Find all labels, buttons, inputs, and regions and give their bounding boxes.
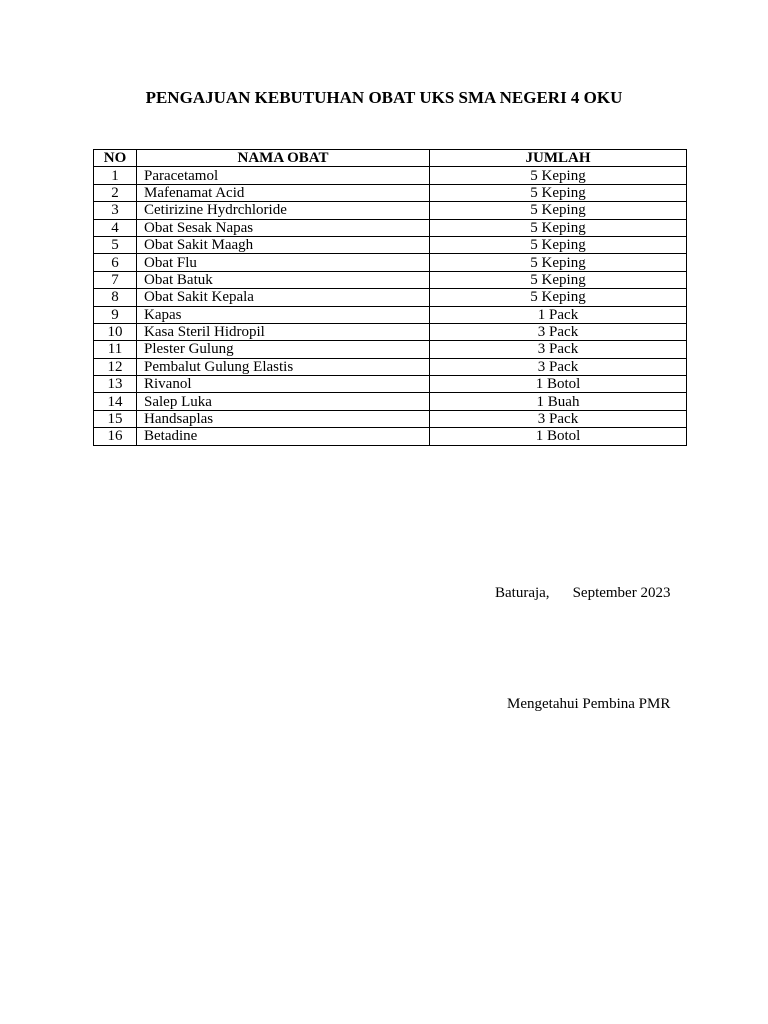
medicine-quantity: 5 Keping bbox=[430, 219, 687, 236]
row-number: 10 bbox=[94, 323, 137, 340]
table-row bbox=[94, 358, 687, 375]
medicine-name: Obat Sakit Maagh bbox=[137, 236, 430, 253]
medicine-name: Handsaplas bbox=[137, 410, 430, 427]
medicine-quantity: 1 Pack bbox=[430, 306, 687, 323]
table-row bbox=[94, 376, 687, 393]
table-row bbox=[94, 289, 687, 306]
medicine-quantity: 3 Pack bbox=[430, 410, 687, 427]
table-header-row bbox=[94, 150, 687, 167]
table-row bbox=[94, 271, 687, 288]
medicine-quantity: 5 Keping bbox=[430, 236, 687, 253]
medicine-table bbox=[93, 149, 687, 446]
medicine-name: Betadine bbox=[137, 428, 430, 445]
acknowledgement-label: Mengetahui Pembina PMR bbox=[507, 696, 671, 712]
row-number: 6 bbox=[94, 254, 137, 271]
row-number: 1 bbox=[94, 167, 137, 184]
table-row bbox=[94, 306, 687, 323]
medicine-quantity: 5 Keping bbox=[430, 167, 687, 184]
row-number: 15 bbox=[94, 410, 137, 427]
medicine-name: Rivanol bbox=[137, 376, 430, 393]
medicine-name: Kasa Steril Hidropil bbox=[137, 323, 430, 340]
medicine-name: Obat Sakit Kepala bbox=[137, 289, 430, 306]
table-row bbox=[94, 254, 687, 271]
table-row bbox=[94, 341, 687, 358]
medicine-quantity: 1 Botol bbox=[430, 376, 687, 393]
row-number: 8 bbox=[94, 289, 137, 306]
medicine-quantity: 3 Pack bbox=[430, 323, 687, 340]
row-number: 16 bbox=[94, 428, 137, 445]
medicine-quantity: 5 Keping bbox=[430, 254, 687, 271]
medicine-quantity: 5 Keping bbox=[430, 184, 687, 201]
row-number: 14 bbox=[94, 393, 137, 410]
table-row bbox=[94, 167, 687, 184]
medicine-quantity: 5 Keping bbox=[430, 271, 687, 288]
row-number: 12 bbox=[94, 358, 137, 375]
row-number: 3 bbox=[94, 202, 137, 219]
header-medicine-name: NAMA OBAT bbox=[137, 150, 430, 167]
medicine-name: Obat Batuk bbox=[137, 271, 430, 288]
medicine-name: Obat Sesak Napas bbox=[137, 219, 430, 236]
row-number: 7 bbox=[94, 271, 137, 288]
medicine-name: Cetirizine Hydrchloride bbox=[137, 202, 430, 219]
date-label: September 2023 bbox=[572, 585, 671, 601]
medicine-name: Obat Flu bbox=[137, 254, 430, 271]
medicine-name: Mafenamat Acid bbox=[137, 184, 430, 201]
row-number: 4 bbox=[94, 219, 137, 236]
page-title: PENGAJUAN KEBUTUHAN OBAT UKS SMA NEGERI 4 OKU bbox=[145, 88, 623, 107]
medicine-quantity: 5 Keping bbox=[430, 202, 687, 219]
table-row bbox=[94, 202, 687, 219]
medicine-name: Paracetamol bbox=[137, 167, 430, 184]
table-body bbox=[94, 167, 687, 445]
table-row bbox=[94, 323, 687, 340]
table-row bbox=[94, 219, 687, 236]
medicine-quantity: 1 Buah bbox=[430, 393, 687, 410]
medicine-name: Salep Luka bbox=[137, 393, 430, 410]
medicine-name: Plester Gulung bbox=[137, 341, 430, 358]
medicine-quantity: 3 Pack bbox=[430, 341, 687, 358]
place-date-line bbox=[495, 584, 670, 602]
row-number: 5 bbox=[94, 236, 137, 253]
row-number: 2 bbox=[94, 184, 137, 201]
table-row bbox=[94, 428, 687, 445]
medicine-quantity: 3 Pack bbox=[430, 358, 687, 375]
table-row bbox=[94, 410, 687, 427]
medicine-quantity: 5 Keping bbox=[430, 289, 687, 306]
header-no: NO bbox=[94, 150, 137, 167]
table-row bbox=[94, 184, 687, 201]
header-quantity: JUMLAH bbox=[430, 150, 687, 167]
medicine-quantity: 1 Botol bbox=[430, 428, 687, 445]
table-row bbox=[94, 236, 687, 253]
medicine-name: Kapas bbox=[137, 306, 430, 323]
row-number: 11 bbox=[94, 341, 137, 358]
row-number: 13 bbox=[94, 376, 137, 393]
table-row bbox=[94, 393, 687, 410]
place-label: Baturaja, bbox=[495, 585, 550, 601]
row-number: 9 bbox=[94, 306, 137, 323]
medicine-name: Pembalut Gulung Elastis bbox=[137, 358, 430, 375]
